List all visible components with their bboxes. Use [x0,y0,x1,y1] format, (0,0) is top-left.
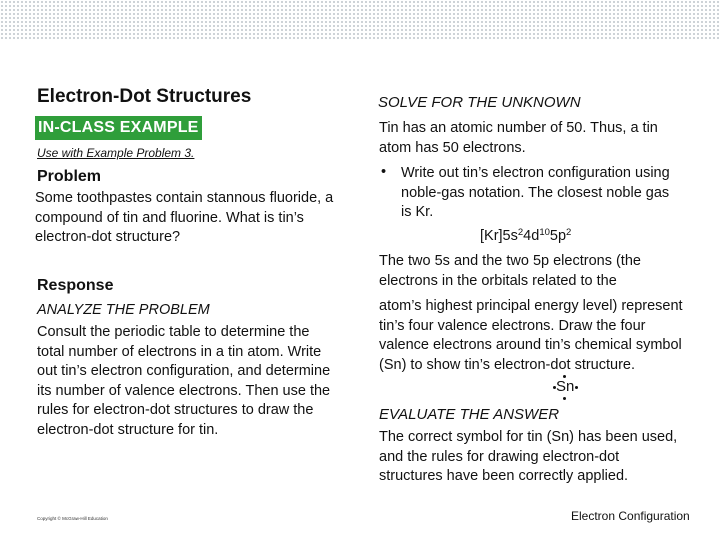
config-d-exponent: 10 [539,227,550,238]
use-with-note: Use with Example Problem 3. [37,146,195,160]
in-class-example-badge: IN-CLASS EXAMPLE [35,116,202,140]
config-s-exponent: 2 [517,227,524,238]
tin-electron-dot-structure [553,374,579,400]
electron-configuration [480,227,571,244]
config-d-label: 4d [523,228,540,244]
problem-text: Some toothpastes contain stannous fluoride, a compound of tin and fluorine. What is tin’s electron-dot structure? [35,190,334,245]
valence-electron-dot-right [575,386,578,389]
valence-electron-dot-left [553,386,556,389]
footer-topic: Electron Configuration [571,509,690,523]
tin-symbol: Sn [556,378,575,395]
analyze-text: Consult the periodic table to determine the total number of electrons in a tin atom. Write out tin’s electron configuration, and determine its number of valence electrons. Then use the rules for electron-dot structures to draw the electron-dot structure for tin. [37,324,331,438]
valence-paragraph-1: The two 5s and the two 5p electrons (the electrons in the orbitals related to the [379,253,641,289]
bullet-marker: • [381,164,387,180]
config-p-exponent: 2 [566,227,572,238]
solve-intro-text: Tin has an atomic number of 50. Thus, a tin atom has 50 electrons. [379,120,658,156]
solve-heading: SOLVE FOR THE UNKNOWN [378,94,581,111]
problem-heading: Problem [37,168,102,185]
top-pattern-band [0,0,720,40]
evaluate-heading: EVALUATE THE ANSWER [379,406,560,423]
copyright-notice: Copyright © McGraw-Hill Education [37,516,108,521]
valence-electron-dot-top [563,375,566,378]
bullet-text: Write out tin’s electron configuration using noble-gas notation. The closest noble gas is Kr. [401,165,670,220]
evaluate-text: The correct symbol for tin (Sn) has been used, and the rules for drawing electron-dot structures have been correctly applied. [379,429,678,484]
analyze-heading: ANALYZE THE PROBLEM [37,302,210,318]
config-p-label: 5p [549,228,567,244]
valence-electron-dot-bottom [563,397,566,400]
response-heading: Response [37,277,114,294]
valence-paragraph-2: atom’s highest principal energy level) represent tin’s four valence electrons. Draw the four valence electrons around tin’s chemical symbol (Sn) to show tin’s electron-dot structure. [379,298,683,373]
slide-title: Electron-Dot Structures [37,86,252,107]
config-core: [Kr]5s [480,228,518,244]
